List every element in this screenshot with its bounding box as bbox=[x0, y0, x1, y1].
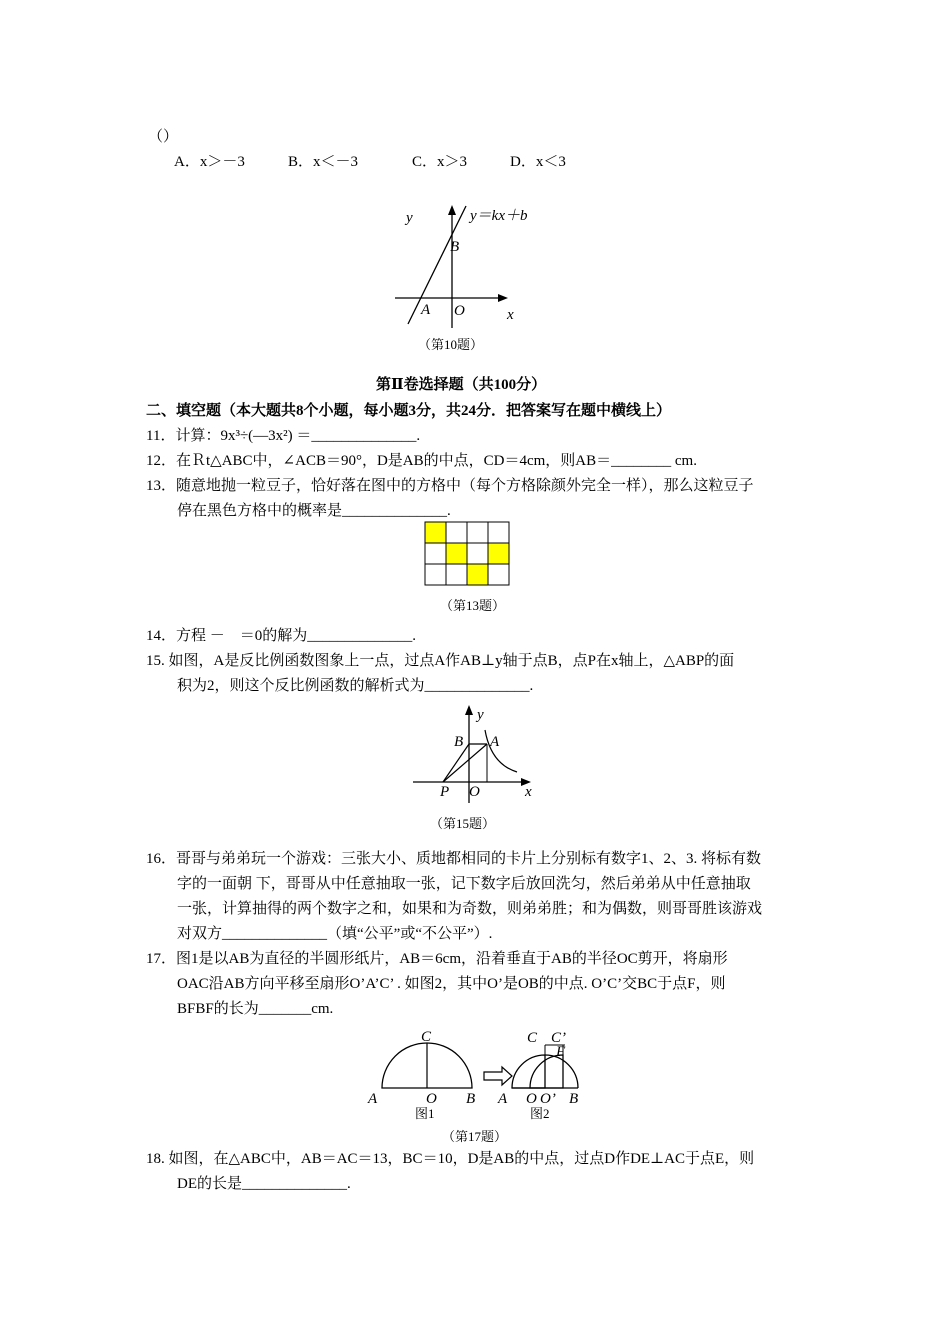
q17-line2: OAC沿AB方向平移至扇形O’A’C’ . 如图2，其中O’是OB的中点. O’C’交BC于点F，则 bbox=[177, 976, 726, 992]
q14-text: 14．方程 － ＝0的解为______________. bbox=[146, 628, 417, 644]
grid-cell bbox=[446, 564, 467, 585]
fig1-o-label: O bbox=[426, 1091, 437, 1107]
fig1-c-label: C bbox=[421, 1029, 432, 1045]
fig2-b-label: B bbox=[569, 1091, 579, 1107]
q17-line3: BFBF的长为_______cm. bbox=[177, 1001, 334, 1017]
q13-caption: （第13题） bbox=[440, 598, 506, 613]
q17-figures bbox=[360, 1025, 600, 1125]
q13-grid bbox=[424, 521, 512, 587]
q13-line1: 13．随意地抛一粒豆子，恰好落在图中的方格中（每个方格除颜外完全一样），那么这粒豆子 bbox=[146, 478, 754, 494]
y-axis-arrow bbox=[448, 205, 456, 215]
y-label: y bbox=[477, 707, 484, 723]
q11-text: 11．计算：9x³÷(—3x²) ＝______________. bbox=[146, 428, 421, 444]
q12-text: 12．在Ｒt△ABC中，∠ACB＝90°，D是AB的中点，CD＝4cm，则AB＝________ cm. bbox=[146, 453, 697, 469]
q10-figure bbox=[380, 200, 560, 330]
fig2-left-sector bbox=[512, 1055, 545, 1088]
y-label: y bbox=[406, 210, 413, 226]
grid-cell bbox=[488, 522, 509, 543]
a-label: A bbox=[421, 302, 431, 318]
q17-line1: 17．图1是以AB为直径的半圆形纸片，AB＝6cm，沿着垂直于AB的半径OC剪开，将扇形 bbox=[146, 951, 728, 967]
fig2-c2-label: C’ bbox=[551, 1030, 566, 1046]
q16-line1: 16．哥哥与弟弟玩一个游戏：三张大小、质地都相同的卡片上分别标有数字1、2、3. 将标有数 bbox=[146, 851, 762, 867]
fig1-b-label: B bbox=[466, 1091, 476, 1107]
y-axis-arrow bbox=[465, 705, 473, 715]
x-axis-arrow bbox=[498, 294, 508, 302]
q17-caption: （第17题） bbox=[442, 1129, 508, 1144]
fig2-name: 图2 bbox=[530, 1106, 550, 1121]
x-label: x bbox=[525, 784, 532, 800]
a-label: A bbox=[490, 734, 500, 750]
grid-cell bbox=[467, 522, 488, 543]
grid-cell bbox=[425, 564, 446, 585]
q16-line4: 对双方______________（填“公平”或“不公平”）. bbox=[177, 926, 493, 942]
grid-cell bbox=[425, 543, 446, 564]
o-label: O bbox=[469, 784, 480, 800]
q16-line2: 字的一面朝 下，哥哥从中任意抽取一张，记下数字后放回洗匀，然后弟弟从中任意抽取 bbox=[177, 876, 751, 892]
grid-cell bbox=[467, 543, 488, 564]
q15-figure bbox=[405, 700, 545, 805]
q10-paren: （） bbox=[148, 129, 179, 145]
x-label: x bbox=[507, 307, 514, 323]
fig2-o2-label: O’ bbox=[540, 1091, 556, 1107]
fig2-c-label: C bbox=[527, 1030, 538, 1046]
equation-label: y＝kx＋b bbox=[470, 208, 528, 224]
o-label: O bbox=[454, 303, 465, 319]
fig2-a-label: A bbox=[498, 1091, 508, 1107]
fig1-a-label: A bbox=[368, 1091, 378, 1107]
p-label: P bbox=[440, 784, 450, 800]
b-label: B bbox=[454, 734, 464, 750]
grid-cell bbox=[446, 522, 467, 543]
part2-title: 第Ⅱ卷选择题（共100分） bbox=[376, 377, 547, 393]
fig2-o-label: O bbox=[526, 1091, 537, 1107]
q18-line2: DE的长是______________. bbox=[177, 1176, 351, 1192]
transform-arrow-icon bbox=[484, 1067, 512, 1085]
grid-cell-filled bbox=[425, 522, 446, 543]
grid-cell-filled bbox=[446, 543, 467, 564]
q10-caption: （第10题） bbox=[418, 337, 484, 352]
q10-option-c: C．x＞3 bbox=[412, 154, 468, 170]
fig1-name: 图1 bbox=[415, 1106, 435, 1121]
b-label: B bbox=[450, 239, 460, 255]
fig2-f-label: F bbox=[556, 1044, 566, 1060]
grid-cell-filled bbox=[467, 564, 488, 585]
q10-option-a: A．x＞－3 bbox=[174, 154, 245, 170]
q15-line2: 积为2，则这个反比例函数的解析式为______________. bbox=[177, 678, 534, 694]
grid-cell bbox=[488, 564, 509, 585]
grid-cell-filled bbox=[488, 543, 509, 564]
q15-caption: （第15题） bbox=[430, 816, 496, 831]
q13-line2: 停在黑色方格中的概率是______________. bbox=[177, 503, 451, 519]
q10-option-b: B．x＜－3 bbox=[288, 154, 359, 170]
q10-option-d: D．x＜3 bbox=[510, 154, 566, 170]
q15-line1: 15. 如图，A是反比例函数图象上一点，过点A作AB⊥y轴于点B，点P在x轴上，△ABP的面 bbox=[146, 653, 735, 669]
q16-line3: 一张，计算抽得的两个数字之和，如果和为奇数，则弟弟胜；和为偶数，则哥哥胜该游戏 bbox=[177, 901, 763, 917]
q18-line1: 18. 如图，在△ABC中，AB＝AC＝13，BC＝10，D是AB的中点，过点D作DE⊥AC于点E，则 bbox=[146, 1151, 755, 1167]
section2-title: 二、填空题（本大题共8个小题，每小题3分，共24分．把答案写在题中横线上） bbox=[146, 403, 672, 419]
